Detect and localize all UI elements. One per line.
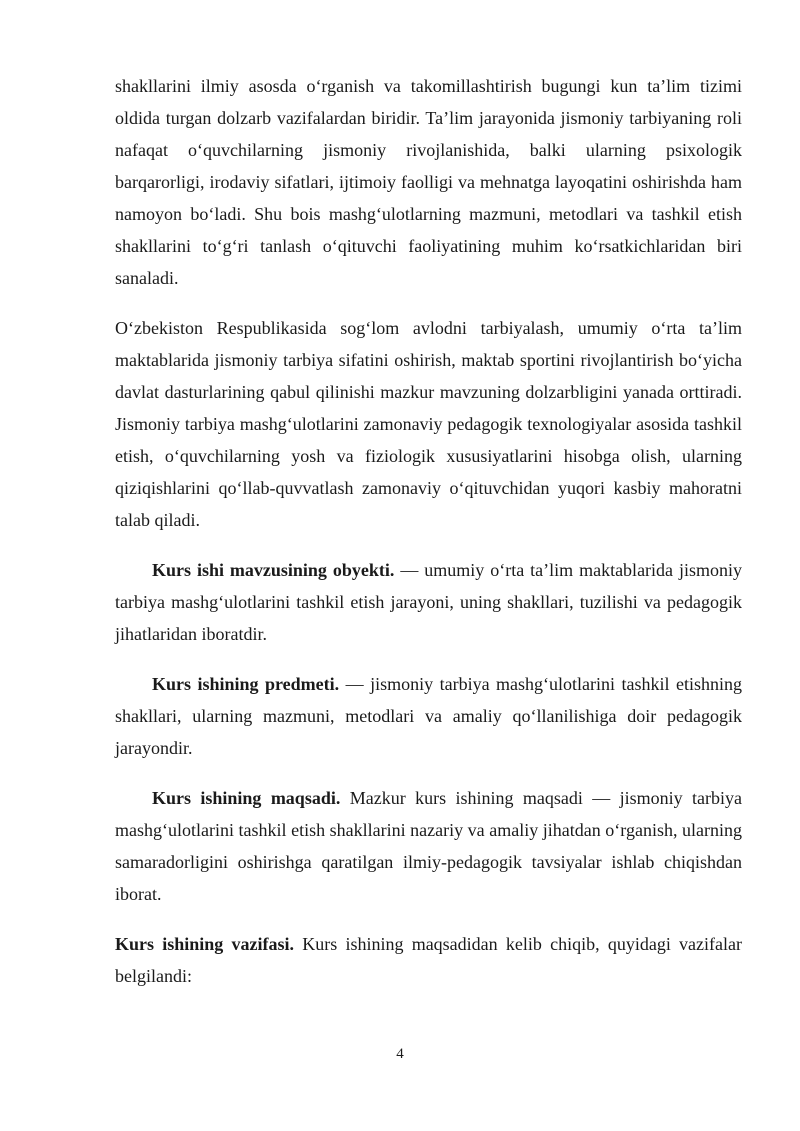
paragraph-relevance [115, 312, 742, 536]
paragraph-intro-continuation [115, 70, 742, 294]
paragraph-tasks [115, 928, 742, 992]
paragraph-subject [115, 668, 742, 764]
paragraph-lead: Kurs ishining predmeti. [152, 674, 340, 694]
paragraph-text: Mazkur kurs ishining maqsadi — jismoniy tarbiya mashg‘ulotlarini tashkil etish shakllarini nazariy va amaliy jihatdan o‘rganish, ularning samaradorligini oshirishga qaratilgan ilmiy-pedagogik tavsiyalar ishlab chiqishdan iborat. [115, 788, 742, 904]
paragraph-text: shakllarini ilmiy asosda o‘rganish va takomillashtirish bugungi kun ta’lim tizimi oldida turgan dolzarb vazifalardan biridir. Ta’lim jarayonida jismoniy tarbiyaning roli nafaqat o‘quvchilarning jismoniy rivojlanishida, balki ularning psixologik barqarorligi, irodaviy sifatlari, ijtimoiy faolligi va mehnatga layoqatini oshirishda ham namoyon bo‘ladi. Shu bois mashg‘ulotlarning mazmuni, metodlari va tashkil etish shakllarini to‘g‘ri tanlash o‘qituvchi faoliyatining muhim ko‘rsatkichlaridan biri sanaladi. [115, 76, 742, 288]
paragraph-lead: Kurs ishining maqsadi. [152, 788, 341, 808]
paragraph-text: — jismoniy tarbiya mashg‘ulotlarini tashkil etishning shakllari, ularning mazmuni, metodlari va amaliy qo‘llanilishiga doir pedagogik jarayondir. [115, 674, 742, 758]
paragraph-text: — umumiy o‘rta ta’lim maktablarida jismoniy tarbiya mashg‘ulotlarini tashkil etish jarayoni, uning shakllari, tuzilishi va pedagogik jihatlaridan iboratdir. [115, 560, 742, 644]
paragraph-text: O‘zbekiston Respublikasida sog‘lom avlodni tarbiyalash, umumiy o‘rta ta’lim maktablarida jismoniy tarbiya sifatini oshirish, maktab sportini rivojlantirish bo‘yicha davlat dasturlarining qabul qilinishi mazkur mavzuning dolzarbligini yanada orttiradi. Jismoniy tarbiya mashg‘ulotlarini zamonaviy pedagogik texnologiyalar asosida tashkil etish, o‘quvchilarning yosh va fiziologik xususiyatlarini hisobga olish, ularning qiziqishlarini qo‘llab-quvvatlash zamonaviy o‘qituvchidan yuqori kasbiy mahoratni talab qiladi. [115, 318, 742, 530]
paragraph-goal [115, 782, 742, 910]
page-number: 4 [396, 1046, 404, 1062]
paragraph-object [115, 554, 742, 650]
paragraph-lead: Kurs ishining vazifasi. [115, 934, 294, 954]
paragraph-text: Kurs ishining maqsadidan kelib chiqib, quyidagi vazifalar belgilandi: [115, 934, 742, 986]
paragraph-lead: Kurs ishi mavzusining obyekti. [152, 560, 395, 580]
